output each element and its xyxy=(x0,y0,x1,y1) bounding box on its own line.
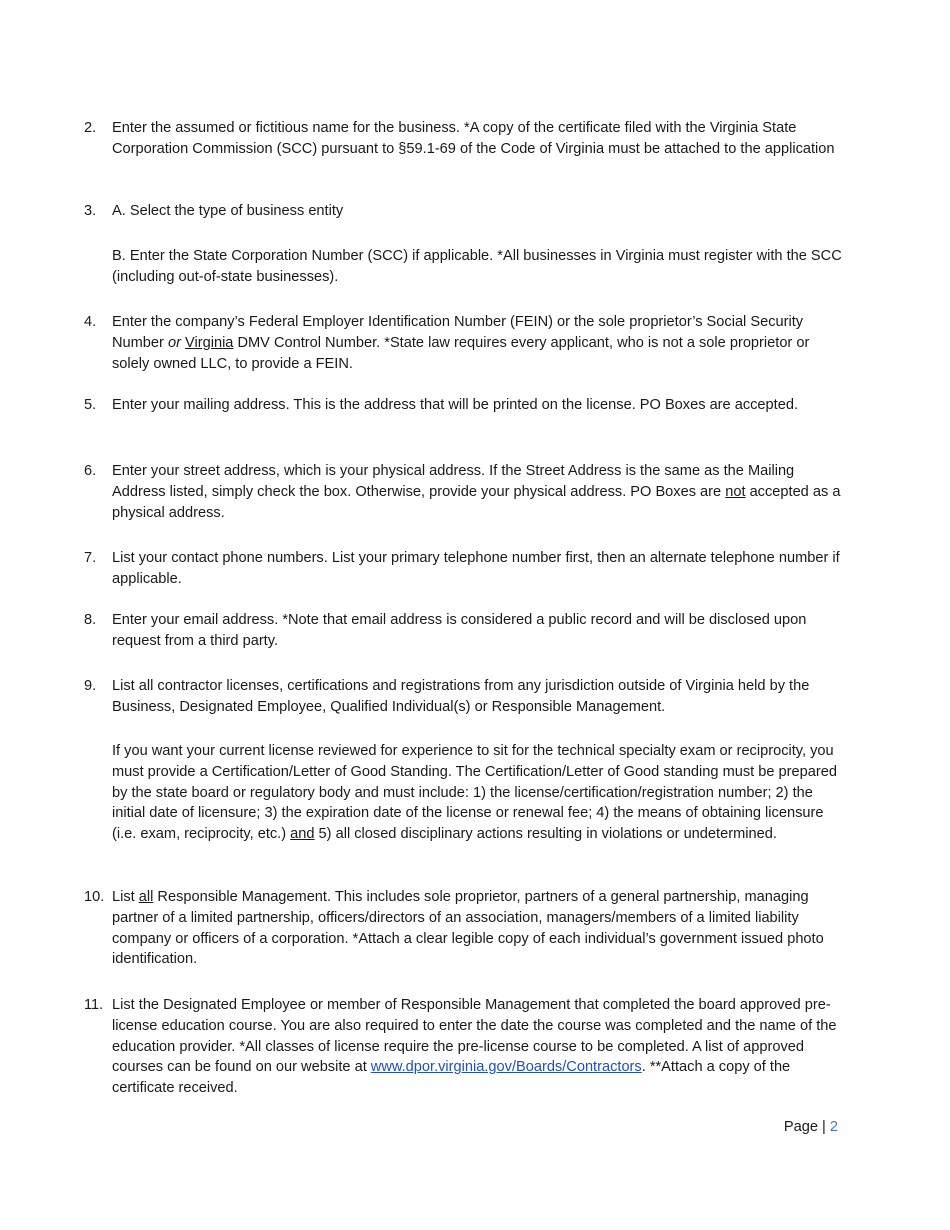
item-number: 8. xyxy=(84,612,97,628)
text-segment: List xyxy=(112,889,139,905)
text-segment: DMV Control Number. *State law requires every applicant, who is not a sole proprietor or solely owned LLC, to provide a FEIN. xyxy=(112,334,810,372)
item-text xyxy=(112,995,844,1099)
item-text xyxy=(112,312,844,374)
item-number: 9. xyxy=(84,678,97,694)
item-number: 3. xyxy=(84,203,97,219)
text-segment: Enter your street address, which is your physical address. If the Street Address is the same as the Mailing Address listed, simply check the box. Otherwise, provide your physical address. PO Boxes are xyxy=(112,463,795,500)
item-text: List all contractor licenses, certifications and registrations from any jurisdiction outside of Virginia held by the Business, Designated Employee, Qualified Individual(s) or Responsible Management. xyxy=(112,678,810,715)
underlined-all: all xyxy=(138,889,154,905)
list-item-3b: B. Enter the State Corporation Number (SCC) if applicable. *All businesses in Virginia must register with the SCC (including out-of-state businesses). xyxy=(112,248,842,285)
text-segment: accepted as a physical address. xyxy=(112,483,841,521)
text-segment: . **Attach a copy of the certificate received. xyxy=(112,1059,791,1097)
page-number: 2 xyxy=(829,1119,838,1135)
item-text: Enter your email address. *Note that email address is considered a public record and will be disclosed upon request from a third party. xyxy=(112,612,807,649)
text-segment: If you want your current license reviewed for experience to sit for the technical specialty exam or reciprocity, you must provide a Certification/Letter of Good Standing. The Certification/Letter of Good standing must be prepared by the state board or regulatory body and must include: 1) the license/certification/registration number; 2) the initial date of licensure; 3) the expiration date of the license or renewal fee; 4) the means of obtaining licensure (i.e. exam, reciprocity, etc.) xyxy=(112,743,837,843)
page-footer xyxy=(784,1117,838,1138)
item-text: Enter the assumed or fictitious name for the business. *A copy of the certificate filed with the Virginia State Corporation Commission (SCC) pursuant to §59.1-69 of the Code of Virginia must be attached to the application xyxy=(112,120,835,157)
item-text xyxy=(112,887,844,970)
underlined-and: and xyxy=(290,826,315,843)
item-number: 5. xyxy=(84,397,97,413)
item-number: 2. xyxy=(84,120,97,136)
item-text: List your contact phone numbers. List your primary telephone number first, then an alternate telephone number if applicable. xyxy=(112,550,840,587)
item-text: A. Select the type of business entity xyxy=(112,203,344,219)
text-segment: List the Designated Employee or member of Responsible Management that completed the board approved pre-license education course. You are also required to enter the date the course was completed and the name of the education provider. *All classes of license require the pre-license course to be completed. A list of approved courses can be found on our website at xyxy=(112,997,837,1076)
item-number: 10. xyxy=(84,889,105,905)
item-number: 11. xyxy=(84,997,104,1013)
item-number: 4. xyxy=(84,314,97,330)
list-item-9-detail xyxy=(112,741,844,845)
item-text: Enter your mailing address. This is the address that will be printed on the license. PO Boxes are accepted. xyxy=(112,397,798,413)
underlined-not: not xyxy=(725,483,746,500)
item-text xyxy=(112,461,844,523)
contractors-website-link[interactable]: www.dpor.virginia.gov/Boards/Contractors xyxy=(370,1059,642,1076)
page-label: Page xyxy=(783,1119,818,1135)
page-separator: | xyxy=(822,1119,826,1135)
item-number: 7. xyxy=(84,550,97,566)
italic-or: or xyxy=(167,334,181,351)
underlined-virginia: Virginia xyxy=(185,334,234,351)
item-number: 6. xyxy=(84,463,97,479)
text-segment: Enter the company’s Federal Employer Identification Number (FEIN) or the sole proprietor’s Social Security Number xyxy=(112,314,804,351)
text-segment: Responsible Management. This includes sole proprietor, partners of a general partnership, managing partner of a limited partnership, officers/directors of an association, managers/members of a limited liability company or officers of a corporation. *Attach a clear legible copy of each individual’s government issued photo identification. xyxy=(112,889,824,968)
text-segment: 5) all closed disciplinary actions resulting in violations or undetermined. xyxy=(314,826,777,843)
